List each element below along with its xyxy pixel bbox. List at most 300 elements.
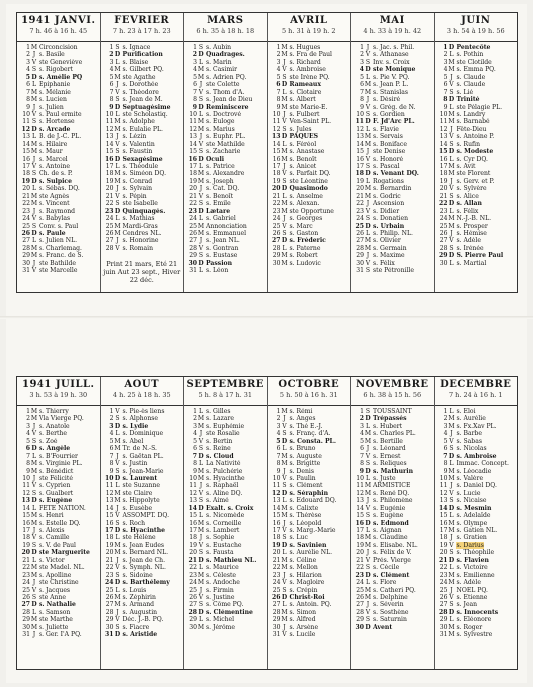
saint-name: s. Cyr DQ. [456, 155, 488, 163]
day-row [19, 423, 100, 430]
day-row [270, 534, 351, 541]
weekday-letter: M [30, 252, 38, 260]
saint-name: s. Parfait DQ. [289, 170, 331, 178]
day-number: 26 [189, 229, 197, 237]
day-number: 31 [22, 631, 30, 639]
day-row [353, 66, 434, 73]
weekday-letter: S [198, 497, 204, 505]
weekday-letter: V [282, 170, 287, 178]
day-row [19, 74, 100, 81]
day-number: 22 [356, 564, 364, 572]
day-number: 15 [356, 512, 364, 520]
weekday-letter: M [281, 103, 288, 111]
day-number: 5 [193, 437, 197, 445]
day-number: 29 [356, 252, 364, 260]
saint-name: s. B'Fourrier [39, 452, 78, 460]
day-number: 3 [360, 422, 364, 430]
day-list [101, 42, 184, 252]
day-row [353, 468, 434, 475]
day-row [103, 460, 184, 467]
day-row [437, 490, 518, 497]
weekday-letter: V [365, 103, 371, 111]
day-row [353, 512, 434, 519]
saint-name: Quasimodo [289, 185, 328, 193]
day-number: 14 [189, 140, 197, 148]
day-row [103, 223, 184, 230]
day-number: 23 [272, 207, 281, 215]
weekday-letter: S [449, 445, 454, 453]
weekday-letter: V [198, 593, 204, 601]
weekday-letter: D [365, 415, 371, 423]
day-row [437, 557, 518, 564]
day-row [103, 601, 184, 608]
day-number: 8 [276, 460, 281, 468]
saint-name: s. Charles PL. [373, 430, 416, 438]
weekday-letter: L [365, 125, 371, 133]
day-row [103, 185, 184, 192]
day-row [186, 527, 267, 534]
saint-name: s. Maxime [373, 252, 405, 260]
weekday-letter: L [198, 58, 204, 66]
day-row [270, 557, 351, 564]
day-number: 23 [355, 571, 364, 579]
weekday-letter: D [365, 519, 371, 527]
day-number: 31 [439, 631, 448, 639]
day-number: 29 [22, 616, 30, 624]
month-name: DECEMBRE [440, 379, 512, 390]
day-number: 2 [109, 51, 114, 59]
saint-name: s. Ger. I'A PQ. [39, 631, 82, 639]
saint-name: s. Sylvain [122, 185, 153, 193]
day-list [17, 42, 100, 275]
day-row [19, 163, 100, 170]
weekday-letter: L [282, 192, 287, 200]
saint-name: s. Lambert [206, 527, 240, 534]
day-row [270, 572, 351, 579]
day-row [186, 438, 267, 445]
saint-name: Septuagésime [122, 103, 171, 111]
weekday-letter: V [115, 616, 120, 624]
day-number: 9 [193, 467, 197, 475]
day-number: 18 [22, 170, 30, 178]
weekday-letter: L [31, 237, 37, 245]
day-number: 16 [356, 155, 364, 163]
weekday-letter: S [282, 534, 287, 542]
day-number: 13 [356, 133, 364, 141]
saint-name: s. Casimir [206, 66, 238, 74]
day-row [103, 200, 184, 207]
weekday-letter: D [198, 155, 204, 163]
saint-name: ste Marcelle [39, 267, 78, 275]
weekday-letter: D [365, 118, 371, 126]
day-number: 5 [109, 73, 114, 81]
weekday-letter: L [365, 527, 371, 534]
saint-name: s. Cloud [206, 452, 234, 460]
day-number: 19 [189, 177, 197, 185]
day-number: 16 [22, 519, 30, 527]
saint-name: ste Geneviève [39, 58, 83, 66]
day-row [437, 572, 518, 579]
saint-name: Trinité [456, 96, 480, 104]
weekday-letter: J [450, 229, 453, 237]
day-row [353, 170, 434, 177]
saint-name: ste Marie-E. [289, 103, 328, 111]
day-number: 1 [443, 408, 448, 415]
day-row [103, 624, 184, 631]
weekday-letter: L [115, 215, 120, 223]
day-number: 4 [360, 430, 364, 438]
day-row [353, 579, 434, 586]
weekday-letter: L [198, 512, 204, 520]
day-number: 18 [189, 170, 197, 178]
day-number: 1 [193, 44, 197, 51]
weekday-letter: M [197, 579, 205, 587]
weekday-letter: L [198, 564, 204, 572]
month-header [435, 378, 518, 406]
day-number: 22 [272, 200, 281, 208]
saint-name: s. Augustin [122, 608, 158, 616]
weekday-letter: M [364, 192, 372, 200]
saint-name: s. Alfred [289, 616, 316, 624]
saint-name: s. Grég. de N. [373, 103, 416, 111]
weekday-letter: V [31, 163, 37, 170]
weekday-letter: S [449, 497, 454, 505]
day-number: 16 [355, 519, 364, 527]
day-row [270, 141, 351, 148]
day-row [270, 616, 351, 623]
day-number: 6 [443, 445, 448, 453]
day-row [437, 594, 518, 601]
day-number: 27 [21, 601, 30, 609]
day-row [103, 126, 184, 133]
day-number: 5 [443, 73, 448, 81]
weekday-letter: J [283, 519, 286, 527]
day-row [270, 215, 351, 222]
saint-name: s. Juste [373, 474, 396, 482]
day-row [186, 482, 267, 489]
day-row [437, 111, 518, 118]
saint-name: s. Maurice [206, 564, 239, 572]
day-row [270, 237, 351, 244]
weekday-letter: D [114, 474, 121, 482]
day-row [353, 185, 434, 192]
saint-name: s. Pépin [122, 192, 147, 200]
saint-name: s. Justin [122, 460, 148, 468]
weekday-letter: M [364, 133, 372, 141]
saint-name: ste Clotilde [456, 58, 492, 66]
weekday-letter: S [449, 192, 454, 200]
saint-name: TOUSSAINT [373, 408, 412, 415]
calendar-sheet [6, 4, 527, 683]
weekday-letter: L [31, 608, 37, 616]
month-name: 1941 JUILL. [22, 379, 95, 390]
saint-name: s. Ignace [122, 44, 151, 51]
day-row [19, 490, 100, 497]
day-row [186, 148, 267, 155]
day-row [270, 624, 351, 631]
day-number: 15 [272, 512, 281, 520]
saint-name: s. Hilarion [289, 571, 322, 579]
day-row [19, 237, 100, 244]
saint-name: s. Gratien [456, 534, 487, 542]
day-number: 21 [356, 556, 364, 564]
weekday-letter: S [31, 170, 37, 178]
day-number: 6 [276, 445, 281, 453]
day-number: 4 [443, 430, 448, 438]
saint-name: s. Didier [373, 207, 400, 215]
weekday-letter: V [198, 88, 204, 96]
weekday-letter: M [281, 96, 288, 104]
day-row [270, 59, 351, 66]
saint-name: s. Blaise [122, 58, 149, 66]
weekday-letter: J [366, 200, 370, 208]
day-number: 19 [189, 541, 197, 549]
weekday-letter: V [449, 437, 454, 445]
saint-name: s. Aurélie [456, 415, 486, 423]
weekday-letter: M [448, 222, 455, 230]
day-number: 29 [439, 252, 448, 260]
day-row [103, 148, 184, 155]
weekday-letter: M [281, 207, 288, 215]
day-row [270, 423, 351, 430]
day-row [186, 237, 267, 244]
weekday-letter: D [198, 608, 204, 616]
weekday-letter: J [366, 497, 370, 505]
day-row [437, 156, 518, 163]
day-number: 28 [188, 608, 197, 616]
day-row [186, 223, 267, 230]
day-number: 10 [272, 474, 281, 482]
day-number: 18 [105, 534, 114, 542]
weekday-letter: M [281, 608, 288, 616]
weekday-letter: M [281, 616, 288, 624]
weekday-letter: V [449, 185, 454, 193]
day-number: 7 [276, 88, 281, 96]
day-list [101, 406, 184, 639]
day-number: 31 [22, 267, 30, 275]
weekday-letter: M [30, 512, 38, 520]
saint-name: s. Philip. NL. [373, 229, 413, 237]
saint-name: s. Euphr. PL. [206, 133, 246, 141]
day-row [270, 148, 351, 155]
day-number: 29 [22, 252, 30, 260]
month-name: NOVEMBRE [355, 379, 429, 390]
day-number: 22 [439, 200, 448, 208]
saint-name: Purification [122, 51, 163, 59]
saint-name: s. Pie-ès liens [122, 408, 165, 415]
day-number: 7 [26, 88, 30, 96]
weekday-letter: D [31, 125, 37, 133]
day-number: 16 [105, 155, 114, 163]
weekday-letter: S [115, 467, 120, 475]
weekday-letter: L [449, 616, 454, 624]
weekday-letter: M [197, 170, 205, 178]
day-number: 27 [356, 237, 364, 245]
weekday-letter: V [115, 460, 120, 468]
saint-name: s. Lézin [122, 133, 147, 141]
day-number: 14 [105, 504, 114, 512]
day-number: 16 [272, 519, 281, 527]
day-row [186, 460, 267, 467]
day-list [268, 406, 351, 639]
day-number: 1 [276, 408, 281, 415]
saint-name: s. Estelle DQ. [39, 519, 81, 527]
saint-name: s. Philomène [373, 497, 413, 505]
day-row [353, 208, 434, 215]
saint-name: s. Jean NL. [206, 237, 240, 245]
day-row [270, 89, 351, 96]
saint-name: s. Julien NL. [39, 237, 78, 245]
day-number: 25 [439, 586, 448, 594]
saint-name: Quadrages. [206, 51, 245, 59]
day-number: 27 [272, 601, 281, 609]
day-number: 21 [439, 192, 448, 200]
weekday-letter: S [449, 601, 454, 609]
weekday-letter: V [198, 489, 204, 497]
day-number: 8 [443, 460, 448, 468]
day-number: 28 [356, 244, 364, 252]
weekday-letter: S [365, 460, 371, 468]
weekday-letter: S [198, 200, 204, 208]
month-name: SEPTEMBRE [186, 379, 264, 390]
day-number: 21 [105, 556, 114, 564]
day-number: 30 [22, 623, 30, 631]
day-row [437, 215, 518, 222]
weekday-letter: M [448, 467, 455, 475]
weekday-letter: V [282, 118, 287, 126]
day-number: 30 [105, 623, 114, 631]
day-row [186, 260, 267, 267]
day-number: 28 [189, 244, 197, 252]
weekday-letter: L [365, 73, 371, 81]
saint-name: s. Louis [122, 586, 147, 594]
saint-name: s. Julien [39, 103, 64, 111]
day-number: 24 [22, 579, 30, 587]
weekday-letter: J [366, 148, 370, 156]
saint-name: s. Roger [456, 623, 483, 631]
day-number: 15 [439, 512, 448, 520]
day-row [19, 579, 100, 586]
weekday-letter: M [197, 467, 205, 475]
weekday-letter: V [282, 222, 287, 230]
day-row [103, 96, 184, 103]
saint-name: s. Crépin [289, 586, 318, 594]
month-header [351, 14, 434, 42]
saint-name: s. Zoé [39, 437, 58, 445]
weekday-letter: M [114, 118, 121, 126]
day-number: 5 [276, 437, 281, 445]
day-row [186, 193, 267, 200]
day-number: 27 [105, 601, 114, 609]
day-number: 3 [443, 58, 448, 66]
weekday-letter: D [114, 579, 121, 587]
saint-name: s. Arcade [39, 125, 71, 133]
saint-name: s. Emma PQ. [456, 66, 496, 74]
saint-name: s. Sylvère [456, 185, 487, 193]
weekday-letter: V [198, 140, 204, 148]
saint-name: s. Anatole [39, 422, 70, 430]
weekday-letter: S [365, 616, 371, 624]
weekday-letter: M [30, 88, 38, 96]
day-row [103, 59, 184, 66]
day-number: 20 [356, 185, 364, 193]
saint-name: s. Hémise [456, 229, 487, 237]
day-number: 24 [189, 579, 197, 587]
day-row [353, 594, 434, 601]
saint-name: s. Léocadie [456, 467, 492, 475]
weekday-letter: L [449, 259, 454, 267]
day-number: 21 [272, 192, 281, 200]
day-row [270, 460, 351, 467]
weekday-letter: J [199, 237, 203, 245]
weekday-letter: D [448, 556, 455, 564]
saint-name: Epiphanie [39, 81, 71, 89]
day-number: 2 [360, 51, 364, 59]
month-column [184, 377, 268, 669]
weekday-letter: M [197, 118, 205, 126]
saint-name: s. Céleste [206, 571, 237, 579]
day-row [437, 616, 518, 623]
weekday-letter: L [365, 422, 371, 430]
weekday-letter: L [198, 460, 204, 468]
day-row [19, 118, 100, 125]
day-number: 13 [439, 133, 448, 141]
weekday-letter: S [198, 252, 204, 260]
day-number: 26 [105, 593, 114, 601]
day-number: 23 [356, 207, 364, 215]
day-row [270, 81, 351, 88]
month-header [268, 14, 351, 42]
saint-name: s. Zacharie [206, 148, 241, 156]
saint-name: Inv. s. Croix [373, 58, 410, 66]
day-row [186, 520, 267, 527]
weekday-letter: S [282, 125, 287, 133]
day-row [437, 208, 518, 215]
day-row [103, 534, 184, 541]
weekday-letter: J [283, 58, 286, 66]
day-number: 24 [105, 579, 114, 587]
day-row [270, 170, 351, 177]
saint-name: s. Adrien PQ. [206, 73, 247, 81]
saint-name: s. Angèle [39, 445, 71, 453]
saint-name: s. Avit [456, 163, 476, 170]
saint-name: Prés. Vierge [373, 556, 411, 564]
day-row [103, 549, 184, 556]
day-number: 12 [272, 489, 281, 497]
day-row [103, 579, 184, 586]
day-number: 23 [188, 207, 197, 215]
saint-name: s. Aline DQ. [206, 489, 243, 497]
saint-name: s. Jean [456, 601, 478, 609]
weekday-letter: M [30, 460, 38, 468]
day-row [186, 252, 267, 259]
day-row [103, 609, 184, 616]
day-row [186, 133, 267, 140]
day-number: 11 [189, 482, 197, 490]
day-number: 3 [276, 422, 281, 430]
weekday-letter: M [30, 415, 38, 423]
weekday-letter: D [114, 207, 121, 215]
weekday-letter: V [365, 556, 371, 564]
day-number: 30 [272, 623, 281, 631]
weekday-letter: J [32, 474, 36, 482]
day-number: 15 [22, 148, 30, 156]
saint-name: s. Abel [122, 437, 144, 445]
day-row [103, 438, 184, 445]
weekday-letter: S [115, 415, 120, 423]
day-row [353, 557, 434, 564]
saint-name: s. Séraphin [289, 489, 329, 497]
